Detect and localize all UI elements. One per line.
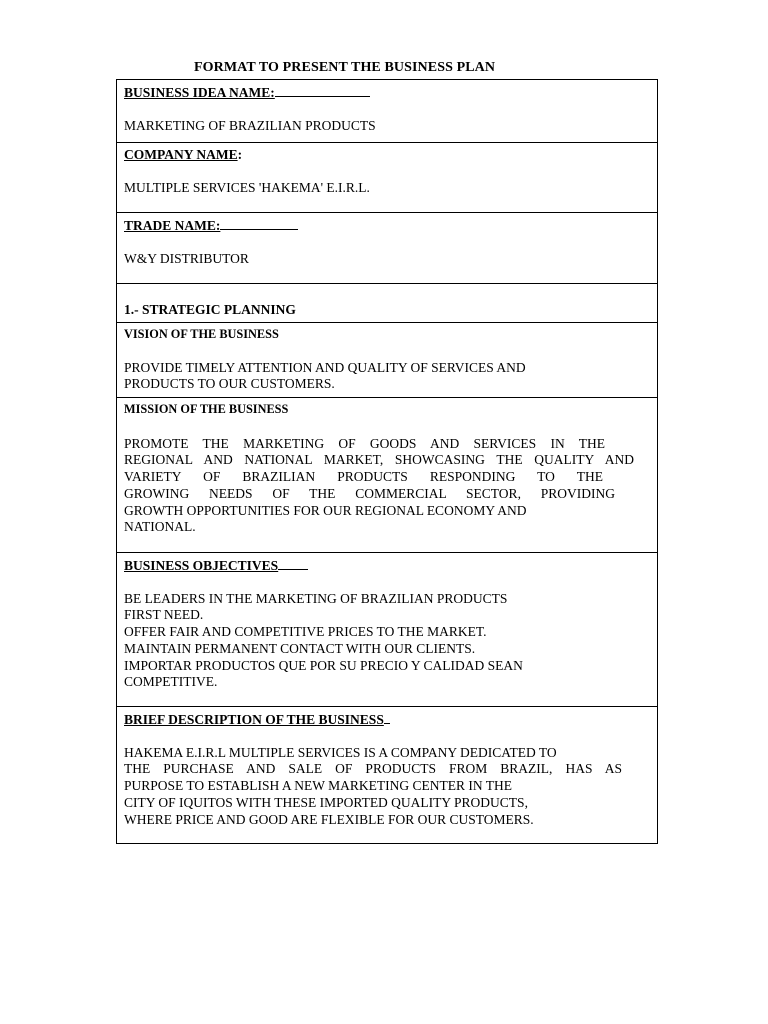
objectives-label-line — [124, 557, 650, 575]
trade-section — [117, 212, 657, 283]
company-label: COMPANY NAME — [124, 147, 238, 162]
mission-line: NATIONAL. — [124, 519, 196, 535]
company-label-line — [124, 147, 650, 164]
company-label-colon: : — [237, 147, 243, 162]
objectives-line: COMPETITIVE. — [124, 674, 218, 690]
business-idea-fill-line — [275, 84, 370, 97]
description-line: THE PURCHASE AND SALE OF PRODUCTS FROM BRAZIL, HAS AS — [124, 761, 622, 777]
business-idea-value: MARKETING OF BRAZILIAN PRODUCTS — [124, 117, 376, 133]
vision-line: PRODUCTS TO OUR CUSTOMERS. — [124, 376, 335, 392]
objectives-line: BE LEADERS IN THE MARKETING OF BRAZILIAN PRODUCTS — [124, 590, 508, 606]
trade-value: W&Y DISTRIBUTOR — [124, 250, 249, 266]
document-title: FORMAT TO PRESENT THE BUSINESS PLAN — [194, 60, 496, 75]
trade-fill-line — [220, 217, 298, 230]
objectives-line: FIRST NEED. — [124, 607, 204, 623]
business-idea-label-line — [124, 84, 650, 102]
objectives-line: IMPORTAR PRODUCTOS QUE POR SU PRECIO Y CALIDAD SEAN — [124, 657, 523, 673]
description-label: BRIEF DESCRIPTION OF THE BUSINESS — [124, 712, 384, 727]
company-section — [117, 142, 657, 212]
mission-line: PROMOTE THE MARKETING OF GOODS AND SERVICES IN THE — [124, 435, 605, 451]
description-label-line — [124, 711, 650, 729]
objectives-label: BUSINESS OBJECTIVES — [124, 558, 279, 573]
vision-line: PROVIDE TIMELY ATTENTION AND QUALITY OF SERVICES AND — [124, 359, 526, 375]
vision-label: VISION OF THE BUSINESS — [124, 327, 279, 341]
mission-line: VARIETY OF BRAZILIAN PRODUCTS RESPONDING TO THE — [124, 469, 603, 485]
objectives-line: MAINTAIN PERMANENT CONTACT WITH OUR CLIENTS. — [124, 640, 476, 656]
description-line: CITY OF IQUITOS WITH THESE IMPORTED QUALITY PRODUCTS, — [124, 794, 528, 810]
description-line: HAKEMA E.I.R.L MULTIPLE SERVICES IS A COMPANY DEDICATED TO — [124, 744, 557, 760]
trade-label: TRADE NAME: — [124, 218, 221, 233]
description-line: WHERE PRICE AND GOOD ARE FLEXIBLE FOR OUR CUSTOMERS. — [124, 811, 534, 827]
business-idea-section — [117, 80, 657, 142]
mission-section — [117, 397, 657, 552]
mission-label: MISSION OF THE BUSINESS — [124, 402, 289, 416]
mission-line: REGIONAL AND NATIONAL MARKET, SHOWCASING THE QUALITY AND — [124, 452, 634, 468]
business-plan-form — [116, 79, 658, 844]
business-idea-label: BUSINESS IDEA NAME: — [124, 85, 275, 100]
company-value: MULTIPLE SERVICES 'HAKEMA' E.I.R.L. — [124, 179, 370, 195]
objectives-fill-line — [278, 557, 308, 570]
strategic-planning-heading: 1.- STRATEGIC PLANNING — [124, 302, 296, 317]
description-section — [117, 706, 657, 843]
description-line: PURPOSE TO ESTABLISH A NEW MARKETING CENTER IN THE — [124, 778, 512, 794]
strategic-planning-section — [117, 283, 657, 322]
objectives-section — [117, 552, 657, 706]
mission-line: GROWING NEEDS OF THE COMMERCIAL SECTOR, PROVIDING — [124, 485, 615, 501]
trade-label-line — [124, 217, 650, 235]
objectives-line: OFFER FAIR AND COMPETITIVE PRICES TO THE MARKET. — [124, 624, 487, 640]
mission-line: GROWTH OPPORTUNITIES FOR OUR REGIONAL ECONOMY AND — [124, 502, 527, 518]
vision-section — [117, 322, 657, 397]
mission-text — [124, 436, 634, 536]
description-fill-line — [384, 711, 390, 724]
